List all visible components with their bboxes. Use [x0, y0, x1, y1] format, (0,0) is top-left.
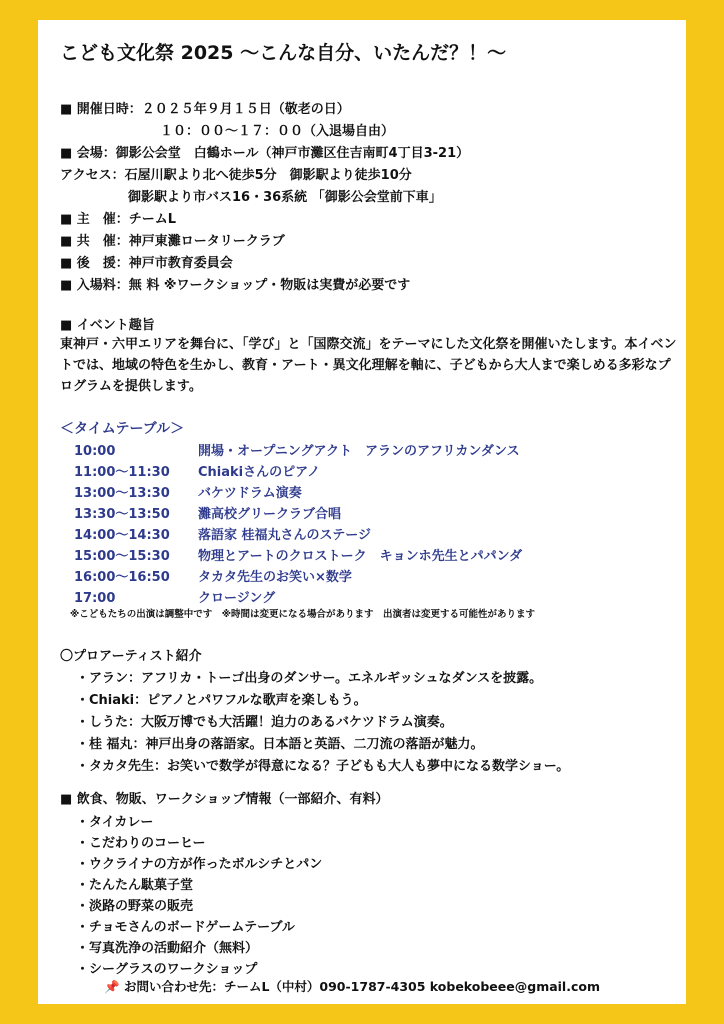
info-cohost: ■ 共 催：神戸東灘ロータリークラブ: [60, 234, 285, 249]
contact-text: お問い合わせ先：チームL（中村）090-1787-4305 kobekobeee@gmail.com: [123, 979, 600, 994]
list-item: ・Chiaki：ピアノとパワフルな歌声を楽しもう。: [76, 693, 367, 708]
timetable-event: 物理とアートのクロストーク キョンホ先生とパパンダ: [198, 549, 523, 564]
timetable-row: [74, 440, 520, 459]
timetable-time: 11:00〜11:30: [74, 465, 170, 480]
pushpin-icon: 📌: [104, 979, 120, 994]
timetable-row: [74, 482, 302, 501]
info-host: ■ 主 催：チームL: [60, 212, 177, 227]
timetable-time: 17:00: [74, 591, 116, 606]
timetable-row: [74, 524, 371, 543]
info-access-bus: 御影駅より市バス16・36系統 「御影公会堂前下車」: [128, 190, 442, 205]
page-title: こども文化祭 2025 〜こんな自分、いたんだ？！〜: [60, 42, 507, 64]
info-access: アクセス：石屋川駅より北へ徒歩5分 御影駅より徒歩10分: [60, 168, 412, 183]
timetable-event: 開場・オープニングアクト アランのアフリカンダンス: [198, 444, 520, 459]
timetable-time: 14:00〜14:30: [74, 528, 170, 543]
artists-heading: 〇プロアーティスト紹介: [60, 649, 202, 664]
timetable-time: 13:00〜13:30: [74, 486, 170, 501]
list-item: ・アラン：アフリカ・トーゴ出身のダンサー。エネルギッシュなダンスを披露。: [76, 671, 543, 686]
timetable-row: [74, 545, 522, 564]
timetable-event: クロージング: [198, 591, 276, 606]
list-item: ・こだわりのコーヒー: [76, 836, 206, 851]
timetable-row: [74, 587, 275, 606]
info-support: ■ 後 援：神戸市教育委員会: [60, 256, 233, 271]
info-date: ■ 開催日時：２０２５年９月１５日（敬老の日）: [60, 102, 350, 117]
info-venue: ■ 会場：御影公会堂 白鶴ホール（神戸市灘区住吉南町4丁目3-21）: [60, 146, 470, 161]
timetable-event: Chiakiさんのピアノ: [198, 465, 321, 480]
timetable-row: [74, 503, 341, 522]
timetable-heading: ＜タイムテーブル＞: [60, 421, 185, 437]
contact-line: [104, 977, 600, 995]
flyer-sheet: [38, 20, 686, 1004]
info-time: １０：００〜１７：００（入退場自由）: [160, 124, 395, 139]
timetable-event: 落語家 桂福丸さんのステージ: [198, 528, 372, 543]
list-item: ・タイカレー: [76, 815, 154, 830]
list-item: ・チョモさんのボードゲームテーブル: [76, 920, 295, 935]
timetable-time: 10:00: [74, 444, 116, 459]
list-item: ・桂 福丸：神戸出身の落語家。日本語と英語、二刀流の落語が魅力。: [76, 737, 484, 752]
timetable-time: 16:00〜16:50: [74, 570, 170, 585]
purpose-heading: ■ イベント趣旨: [60, 318, 155, 333]
list-item: ・シーグラスのワークショップ: [76, 962, 258, 977]
info-fee: ■ 入場料：無 料 ※ワークショップ・物販は実費が必要です: [60, 278, 411, 293]
timetable-event: 灘高校グリークラブ合唱: [198, 507, 342, 522]
timetable-row: [74, 461, 320, 480]
timetable-time: 15:00〜15:30: [74, 549, 170, 564]
list-item: ・しうた：大阪万博でも大活躍！迫力のあるバケツドラム演奏。: [76, 715, 453, 730]
timetable-event: タカタ先生のお笑い×数学: [198, 570, 352, 585]
shops-heading: ■ 飲食、物販、ワークショップ情報（一部紹介、有料）: [60, 792, 389, 807]
list-item: ・ウクライナの方が作ったボルシチとパン: [76, 857, 323, 872]
list-item: ・タカタ先生：お笑いで数学が得意になる？子どもも大人も夢中になる数学ショー。: [76, 759, 570, 774]
timetable-event: バケツドラム演奏: [198, 486, 302, 501]
purpose-text: 東神戸・六甲エリアを舞台に、「学び」と「国際交流」をテーマにした文化祭を開催いたします。本イベントでは、地域の特色を生かし、教育・アート・異文化理解を軸に、子どもから大人まで楽しめる多彩なプログラムを提供します。: [60, 337, 677, 394]
timetable-row: [74, 566, 352, 585]
list-item: ・たんたん駄菓子堂: [76, 878, 194, 893]
timetable-note: ※こどもたちの出演は調整中です ※時間は変更になる場合があります 出演者は変更する可能性があります: [70, 609, 535, 620]
list-item: ・淡路の野菜の販売: [76, 899, 194, 914]
list-item: ・写真洗浄の活動紹介（無料）: [76, 941, 259, 956]
timetable-time: 13:30〜13:50: [74, 507, 170, 522]
